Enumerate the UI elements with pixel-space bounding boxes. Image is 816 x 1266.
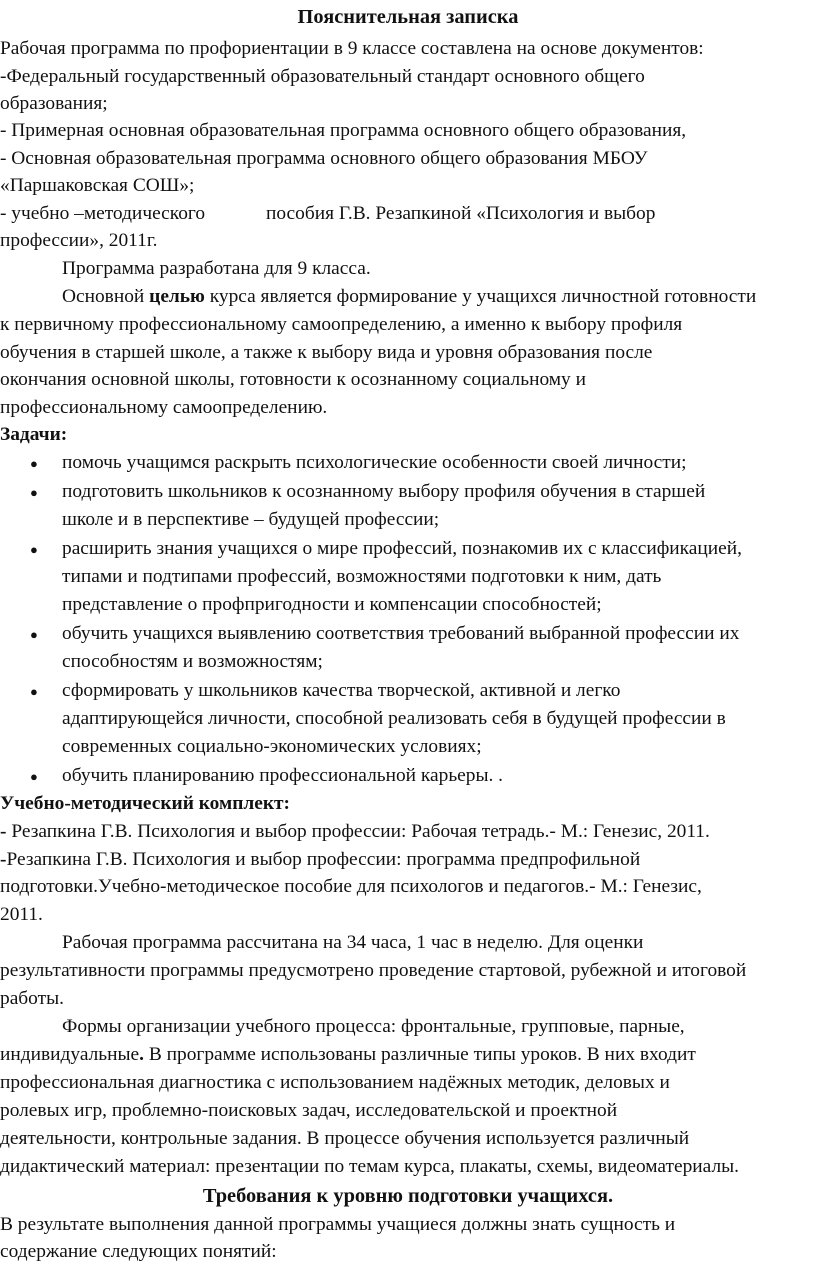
forms-individual: индивидуальные bbox=[0, 1044, 140, 1065]
bullet-icon: ● bbox=[30, 627, 38, 642]
intro-line-2: -Федеральный государственный образовательный стандарт основного общего bbox=[0, 66, 645, 87]
kit-line-2 bbox=[0, 846, 640, 874]
goal-line-4: окончания основной школы, готовности к осознанному социальному и bbox=[0, 369, 586, 390]
forms-line-6: дидактический материал: презентации по темам курса, плакаты, схемы, видеоматериалы. bbox=[0, 1156, 739, 1177]
intro-line-3: образования; bbox=[0, 93, 108, 114]
kit-dash: - bbox=[0, 849, 7, 870]
requirements-heading: Требования к уровню подготовки учащихся. bbox=[202, 1185, 614, 1207]
goal-line-2: к первичному профессиональному самоопределению, а именно к выбору профиля bbox=[0, 314, 683, 335]
list-item: адаптирующейся личности, способной реализовать себя в будущей профессии в bbox=[62, 708, 726, 729]
bullet-icon: ● bbox=[30, 456, 38, 471]
goal-post: курса является формирование у учащихся личностной готовности bbox=[204, 286, 757, 307]
kit-ref-2: Резапкина Г.В. Психология и выбор профессии: программа предпрофильной bbox=[6, 849, 641, 870]
forms-line-3: профессиональная диагностика с использованием надёжных методик, деловых и bbox=[0, 1072, 670, 1093]
list-item: обучить планированию профессиональной карьеры. . bbox=[62, 765, 504, 786]
goal-line-5: профессиональному самоопределению. bbox=[0, 397, 328, 418]
hours-line-2: результативности программы предусмотрено проведение стартовой, рубежной и итоговой bbox=[0, 960, 747, 981]
list-item: школе и в перспективе – будущей профессии; bbox=[62, 509, 440, 530]
forms-line-1: Формы организации учебного процесса: фронтальные, групповые, парные, bbox=[62, 1016, 685, 1037]
list-item: обучить учащихся выявлению соответствия требований выбранной профессии их bbox=[62, 623, 740, 644]
goal-pre: Основной bbox=[62, 286, 150, 307]
requirements-line-1: В результате выполнения данной программы учащиеся должны знать сущность и bbox=[0, 1214, 676, 1235]
intro-line-8: профессии», 2011г. bbox=[0, 230, 158, 251]
list-item: современных социально-экономических условиях; bbox=[62, 736, 482, 757]
intro-line-4: - Примерная основная образовательная программа основного общего образования, bbox=[0, 120, 687, 141]
kit-ref-1: Резапкина Г.В. Психология и выбор профессии: Рабочая тетрадь.- М.: Генезис, 2011. bbox=[6, 821, 710, 842]
goal-line-1 bbox=[62, 283, 756, 311]
forms-dot: . bbox=[139, 1044, 145, 1065]
intro-line-1: Рабочая программа по профориентации в 9 классе составлена на основе документов: bbox=[0, 38, 704, 59]
intro-line-7b: пособия Г.В. Резапкиной «Психология и выбор bbox=[266, 203, 656, 224]
intro-line-9: Программа разработана для 9 класса. bbox=[62, 258, 371, 279]
list-item: подготовить школьников к осознанному выбору профиля обучения в старшей bbox=[62, 481, 706, 502]
requirements-line-2: содержание следующих понятий: bbox=[0, 1241, 277, 1262]
kit-dash: - bbox=[0, 821, 7, 842]
intro-line-7a: - учебно –методического bbox=[0, 203, 206, 224]
forms-lessons: В программе использованы различные типы уроков. В них входит bbox=[144, 1044, 696, 1065]
bullet-icon: ● bbox=[30, 684, 38, 699]
list-item: представление о профпригодности и компенсации способностей; bbox=[62, 594, 602, 615]
list-item: способностям и возможностям; bbox=[62, 651, 323, 672]
list-item: расширить знания учащихся о мире профессий, познакомив их с классификацией, bbox=[62, 538, 742, 559]
kit-heading: Учебно-методический комплект: bbox=[0, 793, 291, 814]
list-item: типами и подтипами профессий, возможностями подготовки к ним, дать bbox=[62, 566, 662, 587]
kit-line-1 bbox=[0, 818, 710, 846]
kit-line-3: подготовки.Учебно-методическое пособие для психологов и педагогов.- М.: Генезис, bbox=[0, 876, 702, 897]
hours-line-3: работы. bbox=[0, 988, 64, 1009]
forms-line-4: ролевых игр, проблемно-поисковых задач, исследовательской и проектной bbox=[0, 1100, 618, 1121]
hours-line-1: Рабочая программа рассчитана на 34 часа, 1 час в неделю. Для оценки bbox=[62, 932, 644, 953]
list-item: помочь учащимся раскрыть психологические особенности своей личности; bbox=[62, 452, 687, 473]
tasks-heading: Задачи: bbox=[0, 424, 68, 445]
intro-line-5: - Основная образовательная программа основного общего образования МБОУ bbox=[0, 148, 648, 169]
intro-line-6: «Паршаковская СОШ»; bbox=[0, 175, 195, 196]
list-item: сформировать у школьников качества творческой, активной и легко bbox=[62, 680, 621, 701]
kit-line-4: 2011. bbox=[0, 904, 43, 925]
bullet-icon: ● bbox=[30, 769, 38, 784]
forms-line-2 bbox=[0, 1041, 696, 1069]
goal-line-3: обучения в старшей школе, а также к выбору вида и уровня образования после bbox=[0, 342, 653, 363]
page-title: Пояснительная записка bbox=[297, 6, 519, 28]
bullet-icon: ● bbox=[30, 485, 38, 500]
goal-bold-word: целью bbox=[149, 286, 205, 307]
forms-line-5: деятельности, контрольные задания. В процессе обучения используется различный bbox=[0, 1128, 690, 1149]
bullet-icon: ● bbox=[30, 542, 38, 557]
